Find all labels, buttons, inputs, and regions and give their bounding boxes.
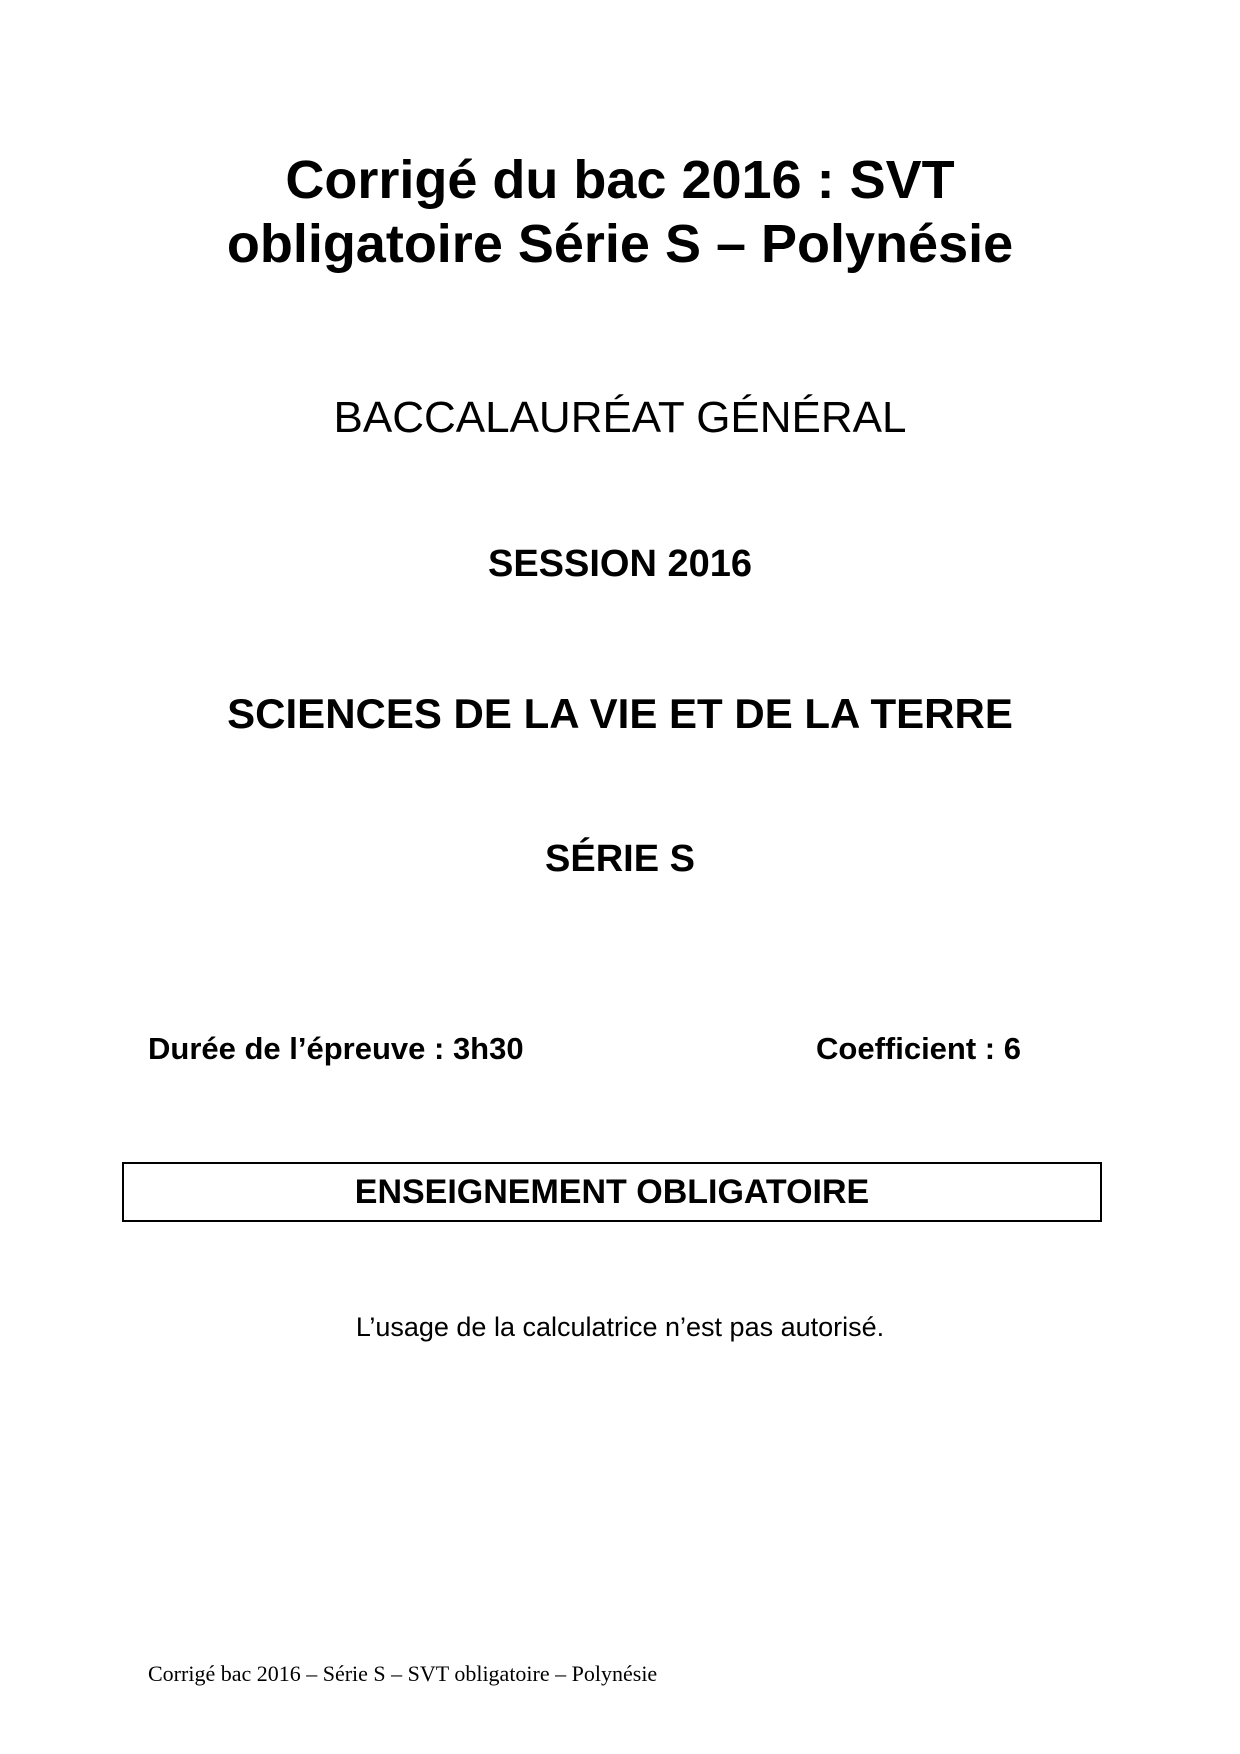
document-title-line-1: Corrigé du bac 2016 : SVT [285, 150, 955, 210]
serie-heading: SÉRIE S [545, 838, 695, 880]
calculator-note: L’usage de la calculatrice n’est pas autorisé. [355, 1312, 885, 1342]
section-label: ENSEIGNEMENT OBLIGATOIRE [354, 1173, 870, 1211]
subject-heading: SCIENCES DE LA VIE ET DE LA TERRE [227, 690, 1013, 737]
session-heading: SESSION 2016 [487, 543, 753, 585]
exam-type-heading: BACCALAURÉAT GÉNÉRAL [333, 393, 907, 442]
exam-coefficient: Coefficient : 6 [816, 1031, 1021, 1066]
exam-duration: Durée de l’épreuve : 3h30 [148, 1031, 524, 1066]
document-title-line-2: obligatoire Série S – Polynésie [226, 214, 1014, 274]
section-box [122, 1162, 1102, 1222]
page-footer: Corrigé bac 2016 – Série S – SVT obligatoire – Polynésie [148, 1661, 658, 1686]
